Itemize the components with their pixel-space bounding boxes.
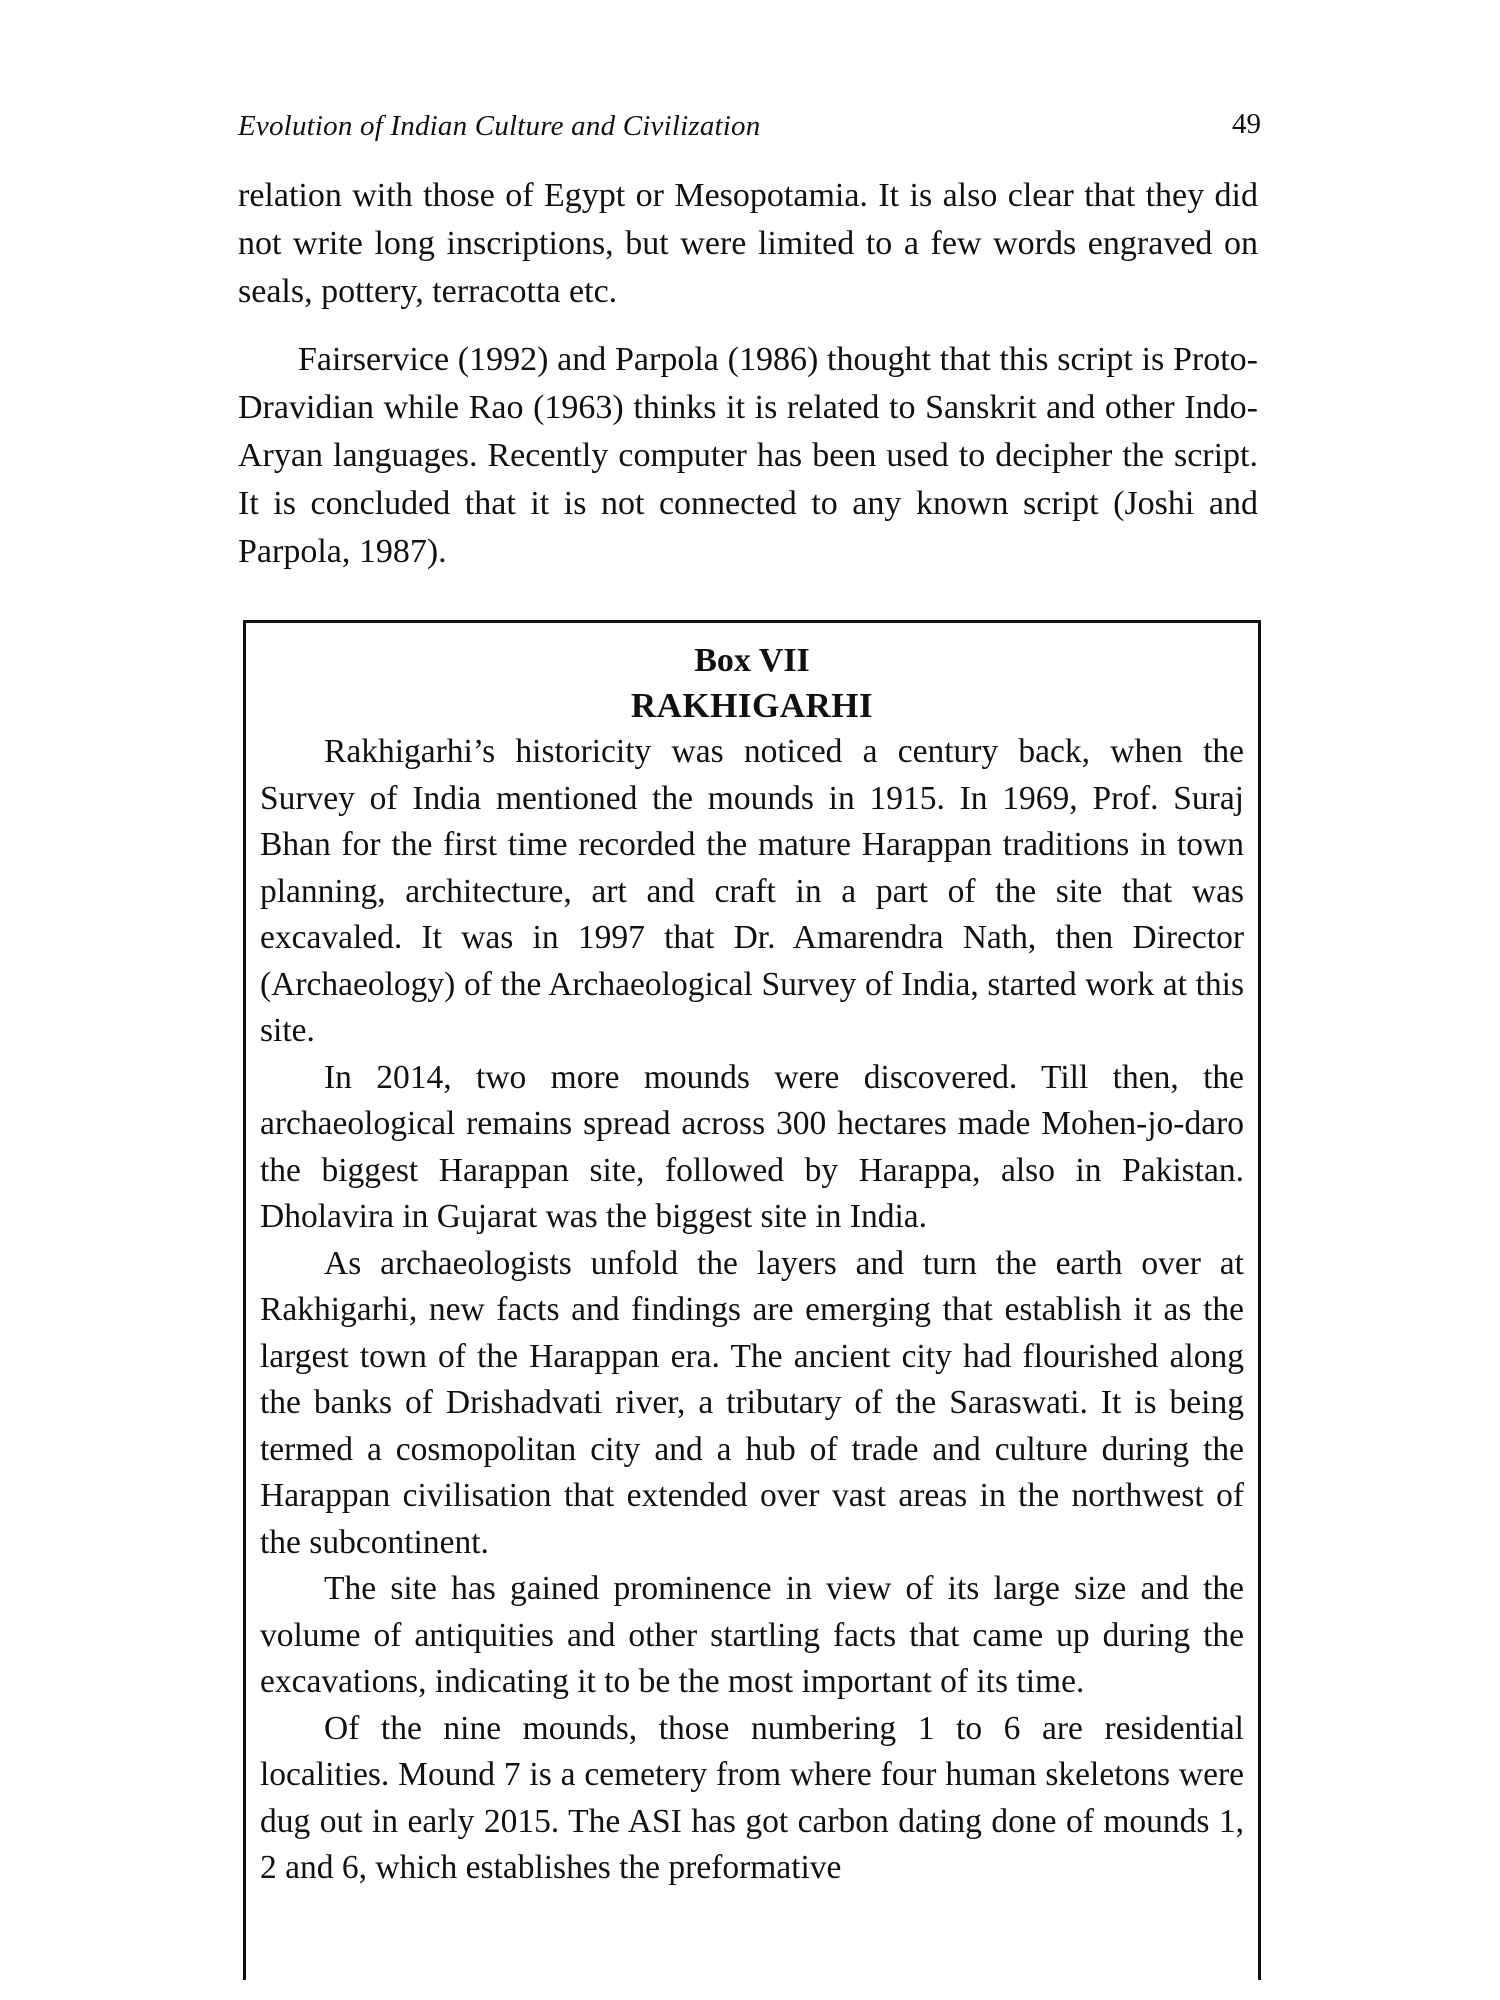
box-title: RAKHIGARHI [630,686,874,725]
body-paragraph: relation with those of Egypt or Mesopotamia. It is also clear that they did not write long inscriptions, but were limited to a few words engraved on seals, pottery, terracotta etc. [238,177,1258,310]
box-paragraph: Rakhigarhi’s historicity was noticed a century back, when the Survey of India mentioned the mounds in 1915. In 1969, Prof. Suraj Bhan for the first time recorded the mature Harappan traditions in town planning, architecture, art and craft in a part of the site that was excavaled. It was in 1997 that Dr. Amarendra Nath, then Director (Archaeology) of the Archaeological Survey of India, started work at this site. [260,733,1244,1049]
running-head-title: Evolution of Indian Culture and Civilization [238,110,761,142]
body-paragraph: Fairservice (1992) and Parpola (1986) thought that this script is Proto-Dravidian while Rao (1963) thinks it is related to Sanskrit and other Indo-Aryan languages. Recently computer has been used to decipher the script. It is concluded that it is not connected to any known script (Joshi and Parpola, 1987). [238,341,1258,570]
box-paragraph: Of the nine mounds, those numbering 1 to 6 are residential localities. Mound 7 is a cemetery from where four human skeletons were dug out in early 2015. The ASI has got carbon dating done of mounds 1, 2 and 6, which establishes the preformative [260,1709,1244,1886]
box-paragraph: The site has gained prominence in view of its large size and the volume of antiquities and other startling facts that came up during the excavations, indicating it to be the most important of its time. [260,1570,1244,1700]
box-vii [243,620,1261,1980]
box-paragraph: In 2014, two more mounds were discovered. Till then, the archaeological remains spread across 300 hectares made Mohen-jo-daro the biggest Harappan site, followed by Harappa, also in Pakistan. Dholavira in Gujarat was the biggest site in India. [260,1058,1244,1235]
box-label: Box VII [694,642,810,679]
box-paragraph: As archaeologists unfold the layers and turn the earth over at Rakhigarhi, new facts and findings are emerging that establish it as the largest town of the Harappan era. The ancient city had flourished along the banks of Drishadvati river, a tributary of the Saraswati. It is being termed a cosmopolitan city and a hub of trade and culture during the Harappan civilisation that extended over vast areas in the northwest of the subcontinent. [260,1244,1244,1561]
page-number: 49 [1232,108,1261,140]
